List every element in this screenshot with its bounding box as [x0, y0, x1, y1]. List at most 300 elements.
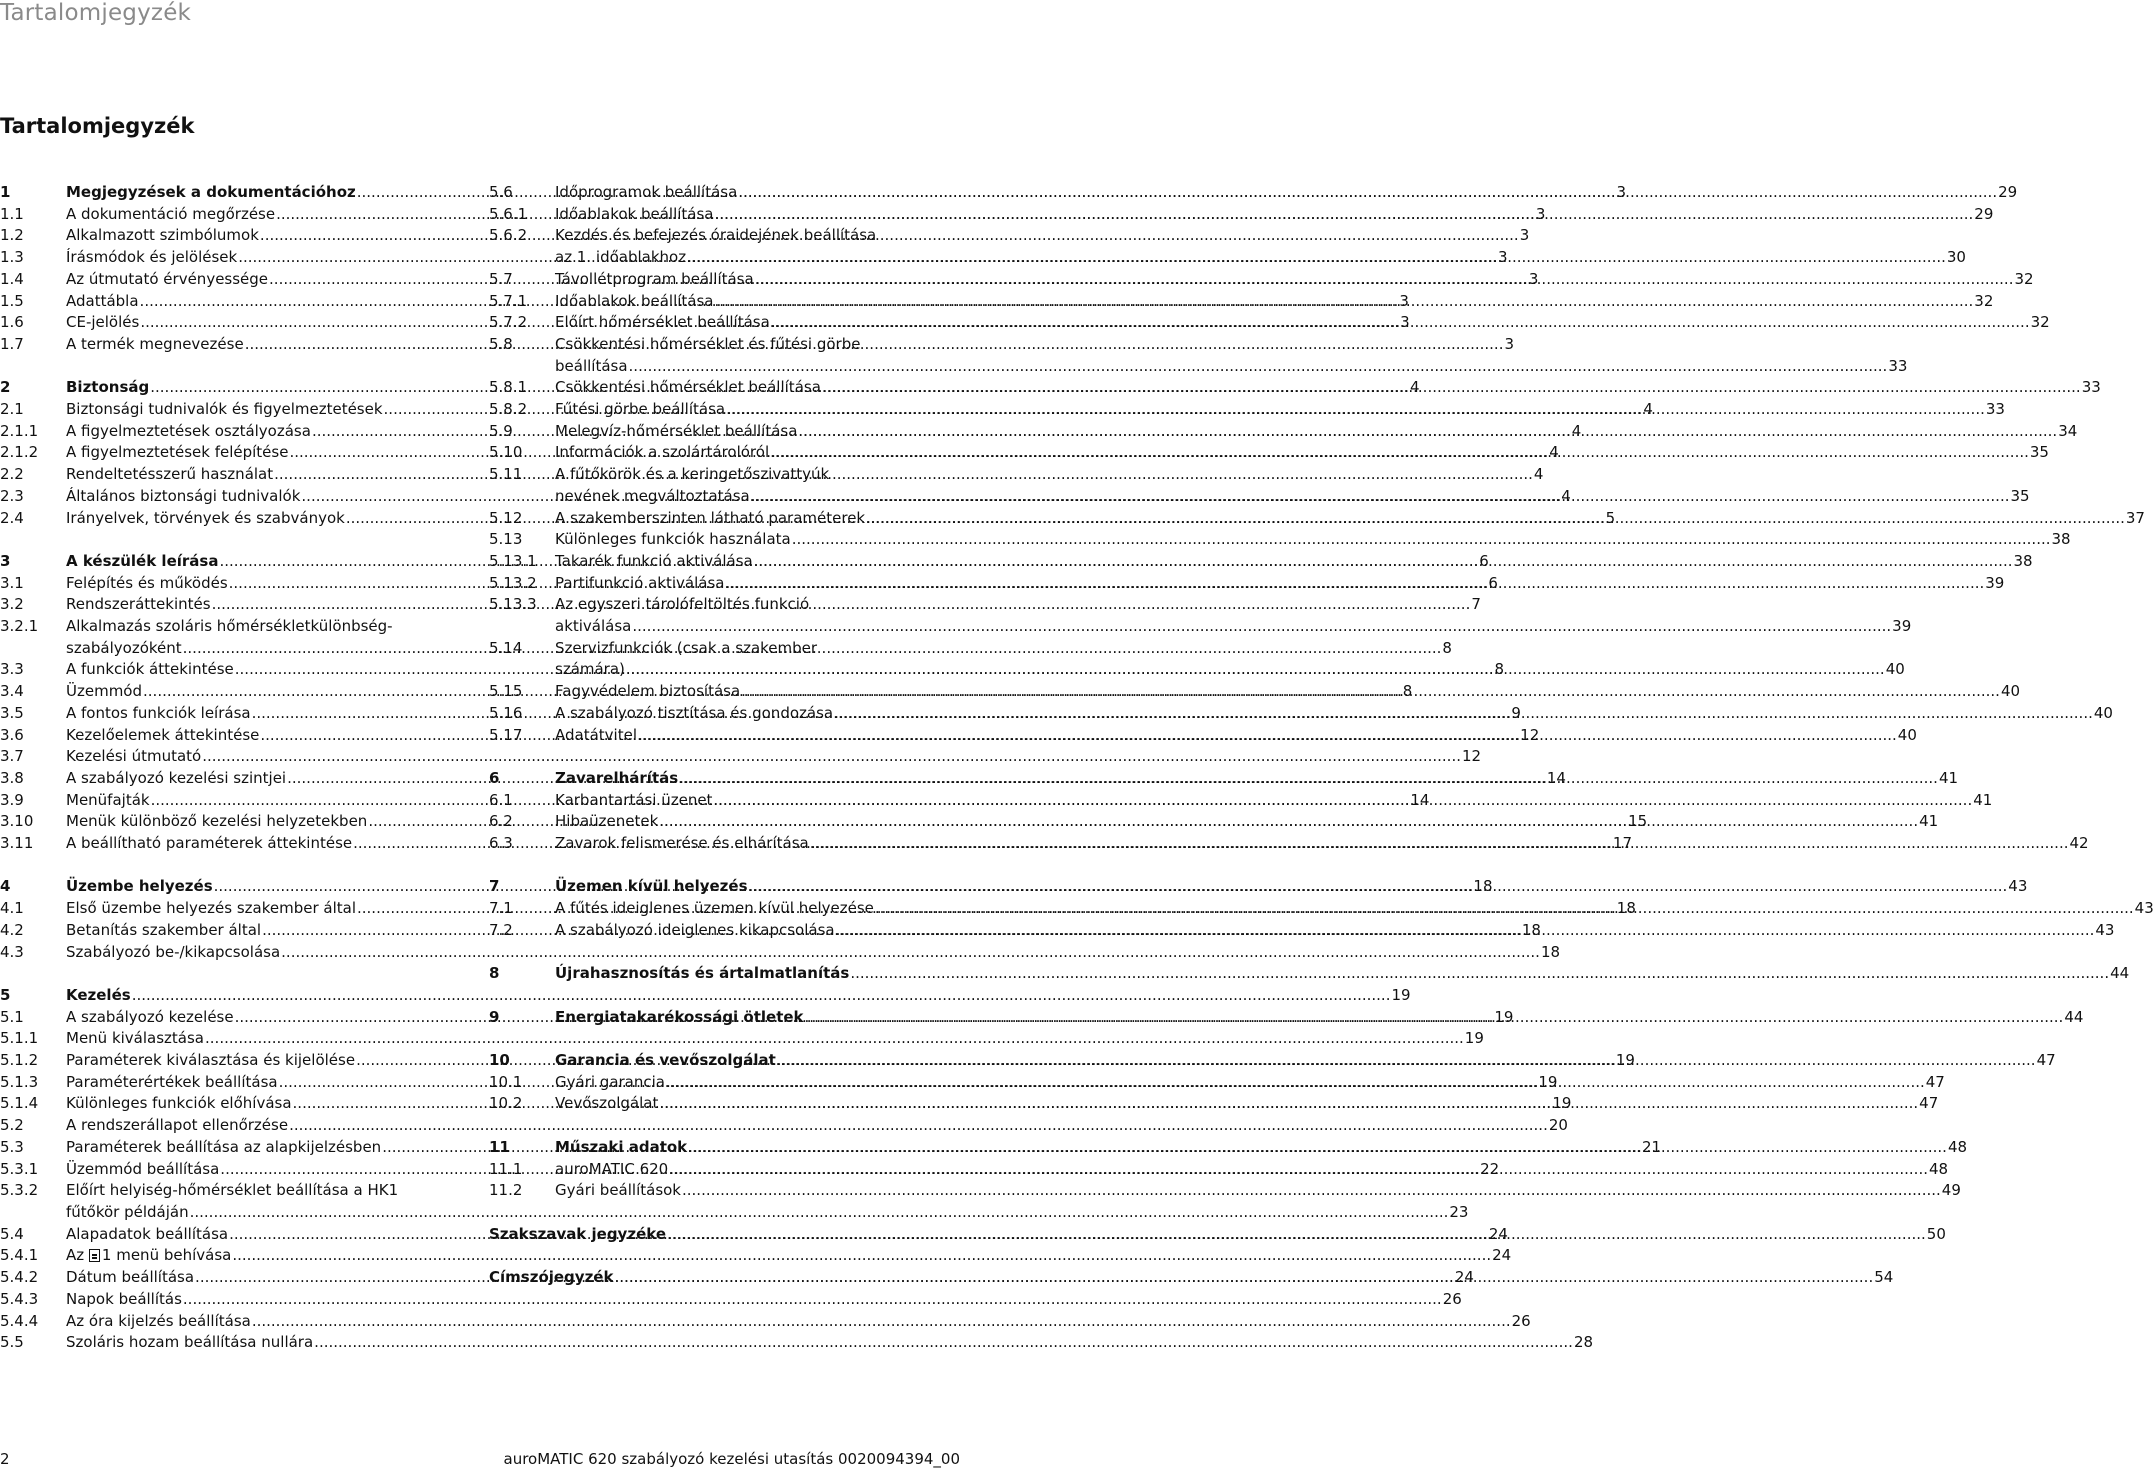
toc-leader-dots — [688, 1137, 1947, 1159]
toc-entry-title: Kezelési útmutató — [66, 747, 202, 766]
toc-entry-title: Előírt hőmérséklet beállítása — [555, 313, 770, 332]
toc-entry-title: A dokumentáció megőrzése — [66, 204, 276, 223]
toc-entry-text — [555, 920, 2114, 942]
toc-entry-page: 38 — [2051, 530, 2071, 549]
running-header: Tartalomjegyzék — [0, 0, 192, 26]
toc-entry-title: Írásmódok és jelölések — [66, 248, 238, 267]
toc-entry-text — [555, 898, 2154, 920]
toc-entry-title: Biztonság — [66, 378, 150, 397]
toc-entry-text — [555, 963, 2129, 985]
toc-entry-page: 30 — [1946, 248, 1966, 267]
toc-entry[interactable] — [489, 312, 2050, 334]
toc-entry-row — [555, 811, 1938, 833]
toc-entry-number: 5.11 — [489, 465, 523, 484]
toc-entry[interactable] — [489, 551, 2033, 573]
toc-entry-number: 5.1.4 — [0, 1094, 39, 1113]
toc-entry[interactable] — [0, 942, 1561, 964]
toc-entry-row — [555, 356, 1907, 378]
toc-entry-page: 33 — [2081, 378, 2101, 397]
toc-entry-page: 8 — [1442, 638, 1452, 657]
toc-entry-text — [555, 1093, 1938, 1115]
toc-entry-number: 1.1 — [0, 204, 24, 223]
toc-entry-title: Melegvíz-hőmérséklet beállítása — [555, 421, 798, 440]
section-gap — [0, 855, 470, 877]
toc-entry-number: 3.2.1 — [0, 617, 39, 636]
toc-leader-dots — [679, 768, 1938, 790]
toc-entry-number: 5.2 — [0, 1116, 24, 1135]
toc-entry-number: 5.17 — [489, 725, 523, 744]
toc-entry-page: 12 — [1520, 725, 1540, 744]
toc-entry-title: Üzemmód — [66, 682, 143, 701]
toc-entry-title-part: Az — [66, 1246, 89, 1265]
toc-entry-page: 26 — [1442, 1289, 1462, 1308]
toc-entry-title: A figyelmeztetések felépítése — [66, 443, 289, 462]
toc-entry-page: 54 — [1874, 1268, 1894, 1287]
toc-entry-title: fűtőkör példáján — [66, 1202, 189, 1221]
toc-entry-title: Takarék funkció aktiválása — [555, 551, 753, 570]
toc-entry-title: A termék megnevezése — [66, 334, 244, 353]
toc-entry[interactable] — [489, 204, 1994, 226]
toc-entry-text — [555, 442, 2049, 464]
toc-entry-title: Távollétprogram beállítása — [555, 269, 754, 288]
toc-entry-number: 3.10 — [0, 812, 34, 831]
toc-entry-number: 2.3 — [0, 486, 24, 505]
toc-entry[interactable] — [489, 291, 1994, 313]
toc-entry-row — [555, 182, 2017, 204]
toc-entry-page: 41 — [1938, 768, 1959, 787]
toc-entry-number: 4.3 — [0, 942, 24, 961]
toc-entry-page: 26 — [1511, 1311, 1531, 1330]
toc-entry[interactable] — [489, 703, 2113, 725]
toc-entry[interactable] — [489, 334, 1908, 377]
toc-entry-number: 5.4.3 — [0, 1289, 39, 1308]
toc-entry[interactable] — [0, 1245, 1512, 1267]
toc-leader-dots — [659, 811, 1918, 833]
toc-entry-line: Előírt helyiség-hőmérséklet beállítása a HK1 — [66, 1181, 399, 1200]
toc-entry-number: 3.2 — [0, 595, 24, 614]
toc-entry-number: 3.4 — [0, 682, 24, 701]
toc-entry-text — [555, 876, 2027, 898]
toc-entry-title: Betanítás szakember által — [66, 920, 262, 939]
toc-entry-page: 18 — [1473, 877, 1493, 896]
section-gap — [489, 1028, 959, 1050]
toc-entry-number: 5.3 — [0, 1137, 24, 1156]
toc-entry-row — [555, 247, 1966, 269]
toc-entry-row — [555, 1137, 1967, 1159]
toc-entry-title: Adattábla — [66, 291, 139, 310]
toc-entry-row — [555, 703, 2113, 725]
toc-entry[interactable] — [0, 1289, 1462, 1311]
toc-entry-text — [555, 833, 2089, 855]
toc-leader-dots — [252, 1311, 1511, 1333]
toc-entry-row — [66, 1332, 1593, 1354]
toc-entry-title: Megjegyzések a dokumentációhoz — [66, 183, 356, 201]
toc-entry-number: 1.2 — [0, 226, 24, 245]
toc-entry-title: Üzemen kívül helyezés — [555, 877, 748, 896]
toc-entry-row — [555, 486, 2030, 508]
page-title: Tartalomjegyzék — [0, 114, 195, 138]
toc-entry-text — [555, 182, 2017, 204]
toc-leader-dots — [687, 247, 1946, 269]
toc-entry-row — [555, 790, 1992, 812]
toc-entry-text — [66, 1289, 1462, 1311]
toc-entry-number: 10.2 — [489, 1094, 523, 1113]
toc-leader-dots — [754, 551, 2013, 573]
section-gap — [489, 746, 959, 768]
toc-entry-page: 43 — [2134, 899, 2154, 918]
toc-entry[interactable] — [0, 1332, 1594, 1354]
toc-leader-dots — [850, 963, 2109, 985]
toc-entry[interactable] — [489, 399, 2005, 421]
toc-entry-text — [555, 703, 2113, 725]
toc-entry-title: Alkalmazott szimbólumok — [66, 226, 259, 245]
toc-entry-title: Kezelés — [66, 985, 131, 1004]
toc-entry-line: Csökkentési hőmérséklet és fűtési görbe — [555, 334, 861, 353]
toc-entry-title: szabályozóként — [66, 638, 182, 657]
toc-entry-page: 22 — [1480, 1159, 1500, 1178]
toc-entry-text — [555, 1159, 1948, 1181]
toc-entry[interactable] — [489, 182, 2018, 204]
toc-entry-number: 1.6 — [0, 313, 24, 332]
toc-entry-page: 4 — [1410, 378, 1420, 397]
toc-entry[interactable] — [489, 377, 2101, 399]
toc-entry-text — [555, 573, 2004, 595]
section-gap — [0, 356, 470, 378]
toc-entry-number: 1.3 — [0, 248, 24, 267]
toc-entry-page: 3 — [1616, 183, 1627, 201]
toc-entry[interactable] — [0, 1115, 1568, 1137]
toc-entry-number: 5.7 — [489, 269, 513, 288]
toc-leader-dots — [777, 1050, 2036, 1072]
toc-entry-row — [555, 421, 2077, 443]
toc-entry-number: 5.12 — [489, 508, 523, 527]
toc-entry-number: 6.1 — [489, 790, 513, 809]
toc-entry-number: 5.3.1 — [0, 1159, 39, 1178]
toc-entry-line: Alkalmazás szoláris hőmérsékletkülönbség- — [66, 617, 393, 636]
toc-entry-row — [555, 377, 2101, 399]
toc-entry-title: Üzembe helyezés — [66, 877, 213, 896]
toc-entry-title: Adatátvitel — [555, 725, 637, 744]
toc-leader-dots — [638, 725, 1897, 747]
toc-entry-page: 5 — [1605, 508, 1616, 527]
toc-entry-page: 29 — [1974, 204, 1994, 223]
toc-entry-title: A fontos funkciók leírása — [66, 703, 251, 722]
toc-entry[interactable] — [489, 1180, 1961, 1202]
toc-entry-number: 5.13.3 — [489, 595, 537, 614]
toc-entry-row — [555, 269, 2034, 291]
toc-entry-number: 5.1.1 — [0, 1029, 39, 1048]
toc-entry-row — [66, 1289, 1462, 1311]
toc-entry-line: A fűtőkörök és a keringetőszivattyúk — [555, 465, 830, 484]
toc-entry-number: 3.9 — [0, 790, 24, 809]
toc-entry-text — [555, 681, 2020, 703]
toc-entry-number: 3.11 — [0, 834, 34, 853]
toc-entry-row — [555, 833, 2089, 855]
toc-entry-text — [555, 421, 2077, 443]
toc-entry-page: 40 — [2093, 703, 2113, 722]
toc-entry-title: A szabályozó kezelési szintjei — [66, 768, 287, 787]
toc-entry-number: 2.2 — [0, 465, 24, 484]
toc-entry-page: 3 — [1399, 291, 1409, 310]
footer-doc-info: auroMATIC 620 szabályozó kezelési utasítás 0020094394_00 — [503, 1450, 960, 1468]
toc-leader-dots — [805, 1007, 2064, 1029]
toc-entry-text — [555, 725, 1917, 747]
toc-entry[interactable] — [489, 421, 2078, 443]
toc-entry-page: 33 — [1888, 356, 1908, 375]
toc-entry-title: Különleges funkciók használata — [555, 530, 791, 549]
toc-leader-dots — [659, 1093, 1918, 1115]
toc-entry-title: Fagyvédelem biztosítása — [555, 682, 741, 701]
toc-entry[interactable] — [489, 573, 2005, 595]
toc-entry-number: 5.8 — [489, 334, 513, 353]
toc-entry-number: 5.6.2 — [489, 226, 528, 245]
toc-entry-number: 9 — [489, 1007, 500, 1026]
toc-entry[interactable] — [489, 594, 1912, 637]
toc-entry-title: Energiatakarékossági ötletek — [555, 1007, 804, 1026]
toc-entry[interactable] — [0, 1028, 1484, 1050]
toc-entry[interactable] — [0, 1311, 1531, 1333]
toc-entry-number: 5.1.3 — [0, 1072, 39, 1091]
toc-leader-dots — [713, 790, 1972, 812]
toc-entry-page: 32 — [2030, 313, 2050, 332]
toc-entry-number: 5.7.1 — [489, 291, 528, 310]
toc-leader-dots — [771, 312, 2030, 334]
toc-entry-page: 33 — [1985, 400, 2005, 419]
toc-entry-row — [555, 399, 2005, 421]
toc-entry-title: aktiválása — [555, 617, 632, 636]
toc-entry-title: nevének megváltoztatása — [555, 486, 750, 505]
toc-entry-text — [66, 1311, 1531, 1333]
toc-entry-text — [555, 291, 1993, 313]
toc-entry-number: 5.16 — [489, 703, 523, 722]
toc-entry-title: Paraméterek beállítása az alapkijelzésben — [66, 1137, 382, 1156]
toc-entry-row — [555, 876, 2027, 898]
toc-entry-number: 5.8.1 — [489, 378, 528, 397]
toc-entry-page: 4 — [1571, 421, 1582, 440]
toc-entry-title: Csökkentési hőmérséklet beállítása — [555, 378, 821, 397]
toc-entry-number: 5.10 — [489, 443, 523, 462]
toc-entry-number: 5.1.2 — [0, 1051, 39, 1070]
toc-entry-text — [555, 551, 2033, 573]
toc-entry-title: Garancia és vevőszolgálat — [555, 1051, 776, 1070]
toc-entry-number: 1 — [0, 183, 11, 201]
toc-entry[interactable] — [489, 508, 2145, 530]
toc-entry-line: Az egyszeri tárolófeltöltés funkció — [555, 595, 810, 614]
toc-entry-title: Műszaki adatok — [555, 1137, 688, 1156]
toc-leader-dots — [770, 442, 2029, 464]
toc-entry-page: 4 — [1561, 486, 1571, 505]
toc-entry-page: 49 — [1941, 1181, 1961, 1200]
toc-entry-page: 24 — [1492, 1246, 1512, 1265]
toc-entry-title: Az útmutató érvényessége — [66, 269, 269, 288]
toc-entry-text — [555, 377, 2101, 399]
toc-entry-number: 5.3.2 — [0, 1181, 39, 1200]
toc-entry-line: Szervizfunkciók (csak a szakember — [555, 638, 818, 657]
toc-entry-text — [555, 811, 1938, 833]
toc-entry-number: 3.3 — [0, 660, 24, 679]
toc-entry-number: 6.2 — [489, 812, 513, 831]
toc-entry-title: számára) — [555, 660, 625, 679]
toc-entry[interactable] — [489, 225, 1966, 268]
toc-entry-title: Irányelvek, törvények és szabványok — [66, 508, 345, 527]
toc-entry[interactable] — [0, 746, 1482, 768]
toc-entry-row — [555, 204, 1993, 226]
toc-entry-row — [555, 291, 1993, 313]
toc-entry-text — [489, 1224, 1946, 1246]
toc-entry-number: 5.9 — [489, 421, 513, 440]
toc-entry-page: 9 — [1511, 703, 1521, 722]
toc-entry-page: 44 — [2110, 964, 2130, 983]
toc-entry-number: 2 — [0, 378, 11, 397]
section-gap — [489, 1245, 959, 1267]
toc-entry-page: 19 — [1494, 1007, 1514, 1026]
toc-entry-title: Fűtési görbe beállítása — [555, 400, 726, 419]
toc-entry-page: 3 — [1528, 269, 1539, 288]
toc-entry-page: 28 — [1573, 1333, 1594, 1352]
toc-leader-dots — [792, 529, 2051, 551]
toc-entry-title: A fűtés ideiglenes üzemen kívül helyezése — [555, 899, 874, 918]
toc-entry-row — [555, 898, 2154, 920]
toc-entry-page: 19 — [1538, 1072, 1558, 1091]
toc-entry[interactable] — [489, 638, 1905, 681]
toc-entry[interactable] — [0, 985, 1411, 1007]
toc-entry[interactable] — [489, 442, 2049, 464]
toc-entry[interactable] — [489, 681, 2021, 703]
toc-entry-row — [555, 963, 2129, 985]
toc-entry-number: 5.1 — [0, 1007, 24, 1026]
toc-entry-row — [555, 442, 2049, 464]
toc-entry-text — [555, 1180, 1961, 1202]
section-gap — [489, 1202, 959, 1224]
toc-entry-title: Rendszeráttekintés — [66, 595, 211, 614]
toc-leader-dots — [866, 508, 2125, 530]
toc-entry[interactable] — [489, 529, 2071, 551]
toc-entry-title: Címszójegyzék — [489, 1268, 614, 1287]
toc-entry-page: 41 — [1973, 790, 1993, 809]
section-gap — [489, 985, 959, 1007]
toc-entry-page: 3 — [1498, 248, 1508, 267]
toc-entry-title: Gyári garancia — [555, 1072, 665, 1091]
toc-entry-page: 32 — [1974, 291, 1994, 310]
toc-entry-row — [555, 725, 1917, 747]
toc-entry-title: Menük különböző kezelési helyzetekben — [66, 812, 368, 831]
toc-entry-row — [555, 1007, 2083, 1029]
toc-leader-dots — [715, 204, 1974, 226]
toc-entry-text — [555, 1137, 1967, 1159]
toc-entry-page: 37 — [2125, 508, 2145, 527]
toc-entry-title: A készülék leírása — [66, 551, 219, 570]
toc-entry-page: 4 — [1643, 400, 1653, 419]
toc-entry-page: 24 — [1454, 1268, 1474, 1287]
toc-entry-number: 2.4 — [0, 508, 24, 527]
toc-entry[interactable] — [489, 269, 2034, 291]
toc-entry-title: Időablakok beállítása — [555, 291, 714, 310]
toc-leader-dots — [632, 616, 1891, 638]
toc-entry-page: 18 — [1521, 920, 1541, 939]
toc-entry-page: 6 — [1488, 573, 1498, 592]
toc-entry-page: 18 — [1540, 942, 1561, 961]
toc-entry-page: 6 — [1479, 551, 1489, 570]
toc-entry-page: 19 — [1464, 1029, 1484, 1048]
section-gap — [489, 1115, 959, 1137]
toc-leader-dots — [183, 1289, 1442, 1311]
toc-entry-page: 40 — [1885, 660, 1905, 679]
toc-entry-title: Felépítés és működés — [66, 573, 228, 592]
toc-entry-title: A szabályozó kezelése — [66, 1007, 234, 1026]
section-gap — [489, 855, 959, 877]
section-gap — [0, 963, 470, 985]
toc-entry-row — [555, 768, 1958, 790]
toc-entry-row — [555, 551, 2033, 573]
toc-entry-text — [555, 1072, 1945, 1094]
toc-entry-number: 1.7 — [0, 334, 24, 353]
toc-entry-text — [555, 1050, 2056, 1072]
toc-entry-number: 3.8 — [0, 768, 24, 787]
toc-entry-page: 3 — [1400, 313, 1410, 332]
toc-entry-page: 32 — [2014, 269, 2034, 288]
toc-entry-number: 1.5 — [0, 291, 24, 310]
toc-leader-dots — [626, 659, 1885, 681]
toc-entry-title: Szabályozó be-/kikapcsolása — [66, 942, 281, 961]
toc-entry-text — [555, 508, 2145, 530]
toc-entry-title: Hibaüzenetek — [555, 812, 659, 831]
toc-entry-title: A figyelmeztetések osztályozása — [66, 421, 311, 440]
toc-entry-number: 11.1 — [489, 1159, 523, 1178]
toc-leader-dots — [834, 703, 2093, 725]
toc-entry-page: 3 — [1535, 204, 1546, 223]
toc-entry-page: 35 — [2010, 486, 2030, 505]
toc-entry-row — [489, 1224, 1946, 1246]
toc-entry-title: Paraméterértékek beállítása — [66, 1072, 278, 1091]
toc-entry[interactable] — [489, 464, 2030, 507]
toc-entry-number: 2.1.1 — [0, 421, 39, 440]
toc-entry-number: 5.7.2 — [489, 313, 528, 332]
toc-entry-page: 8 — [1494, 660, 1505, 679]
toc-entry-title: Szoláris hozam beállítása nullára — [66, 1333, 314, 1352]
toc-entry-number: 5.13 — [489, 530, 523, 549]
toc-entry-title: auroMATIC 620 — [555, 1159, 669, 1178]
toc-entry-page: 47 — [1925, 1072, 1945, 1091]
toc-entry-number: 1.4 — [0, 269, 24, 288]
toc-entry-number: 7 — [489, 877, 500, 896]
toc-entry-title: A beállítható paraméterek áttekintése — [66, 834, 353, 853]
toc-entry-page: 44 — [2064, 1007, 2084, 1026]
section-gap — [0, 529, 470, 551]
toc-leader-dots — [669, 1159, 1928, 1181]
toc-entry-page: 35 — [2029, 443, 2049, 462]
toc-leader-dots — [875, 898, 2134, 920]
toc-entry-title: Általános biztonsági tudnivalók — [66, 486, 301, 505]
toc-entry-number: 10.1 — [489, 1072, 523, 1091]
toc-entry-title: az 1. időablakhoz — [555, 248, 687, 267]
toc-entry-line: Kezdés és befejezés óraidejének beállítása — [555, 226, 877, 245]
toc-leader-dots — [798, 421, 2057, 443]
toc-entry[interactable] — [489, 963, 2130, 985]
toc-entry-text — [555, 399, 2005, 421]
toc-entry-text — [489, 1267, 1893, 1289]
toc-entry-title: Dátum beállítása — [66, 1268, 195, 1287]
toc-entry-number: 6 — [489, 768, 500, 787]
toc-leader-dots — [667, 1224, 1926, 1246]
toc-entry-number: 5.8.2 — [489, 400, 528, 419]
toc-entry-title: Vevőszolgálat — [555, 1094, 659, 1113]
toc-entry-number: 5.4.2 — [0, 1268, 39, 1287]
toc-entry-text — [66, 1332, 1593, 1354]
toc-leader-dots — [738, 182, 1997, 204]
toc-entry-number: 2.1 — [0, 400, 24, 419]
toc-entry-title: Első üzembe helyezés szakember által — [66, 899, 356, 918]
toc-entry-number: 5 — [0, 985, 11, 1004]
